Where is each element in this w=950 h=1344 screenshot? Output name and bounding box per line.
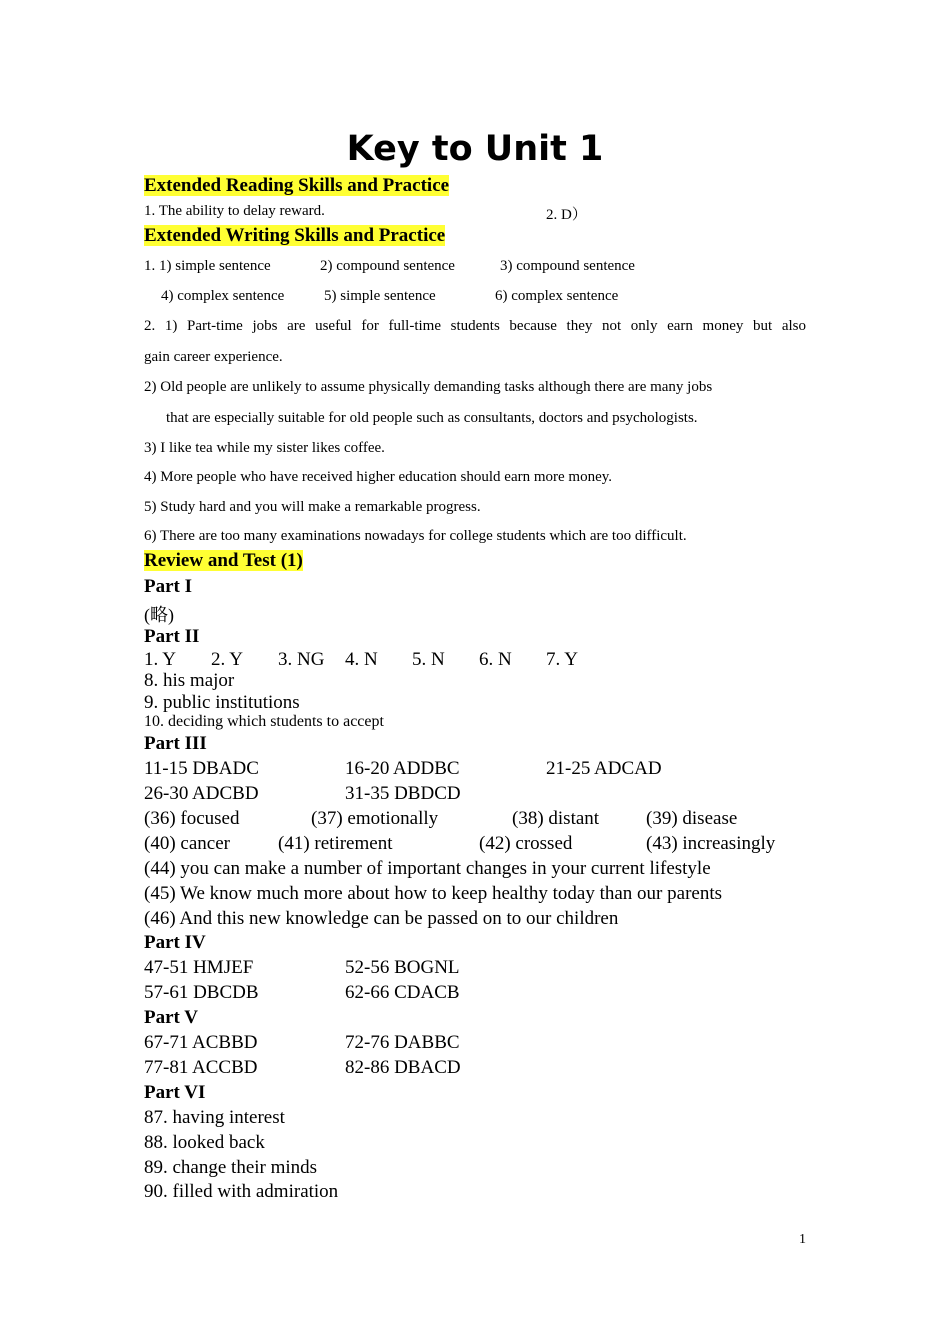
writing-q2-answer-1-line-1: 2. 1) Part-time jobs are useful for full-time students because they not only earn money but also (144, 318, 806, 334)
part-2-label: Part II (144, 626, 200, 647)
part-3-word: (39) disease (646, 808, 738, 829)
part-3-word: (37) emotionally (311, 808, 439, 829)
part-3-word: (41) retirement (278, 833, 393, 854)
reading-answer-1: 1. The ability to delay reward. (144, 203, 325, 219)
part-4-answer-group: 52-56 BOGNL (345, 957, 460, 978)
part-3-answer-46: (46) And this new knowledge can be passed on to our children (144, 908, 619, 929)
part-6-answer-88: 88. looked back (144, 1132, 265, 1153)
part-4-answer-group: 57-61 DBCDB (144, 982, 259, 1003)
part-6-label: Part VI (144, 1082, 206, 1103)
review-heading-text: Review and Test (1) (144, 550, 303, 571)
part-5-answer-group: 67-71 ACBBD (144, 1032, 258, 1053)
part-2-answer: 3. NG (278, 649, 325, 670)
part-3-word: (36) focused (144, 808, 240, 829)
writing-q2-answer-1-line-2: gain career experience. (144, 349, 283, 365)
part-2-answer-8: 8. his major (144, 670, 235, 691)
writing-q2-answer-5: 5) Study hard and you will make a remarkable progress. (144, 499, 481, 515)
writing-q1-item: 1. 1) simple sentence (144, 258, 271, 274)
part-3-answer-group: 16-20 ADDBC (345, 758, 460, 779)
part-5-answer-group: 82-86 DBACD (345, 1057, 461, 1078)
part-1-content: (略) (144, 605, 174, 625)
part-3-word: (40) cancer (144, 833, 230, 854)
writing-q2-answer-4: 4) More people who have received higher education should earn more money. (144, 469, 613, 485)
writing-q1-item: 3) compound sentence (500, 258, 635, 274)
writing-q2-answer-6: 6) There are too many examinations nowadays for college students which are too difficult. (144, 528, 687, 544)
part-5-answer-group: 72-76 DABBC (345, 1032, 460, 1053)
page-number: 1 (799, 1232, 806, 1247)
part-6-answer-90: 90. filled with admiration (144, 1181, 339, 1202)
reading-heading (144, 175, 449, 197)
reading-answer-2: 2. D） (546, 207, 587, 223)
part-3-label: Part III (144, 733, 207, 754)
reading-heading-text: Extended Reading Skills and Practice (144, 175, 450, 196)
part-3-word: (38) distant (512, 808, 600, 829)
part-6-answer-89: 89. change their minds (144, 1157, 318, 1178)
part-4-label: Part IV (144, 932, 206, 953)
part-3-word: (43) increasingly (646, 833, 776, 854)
part-2-answer: 5. N (412, 649, 445, 670)
writing-q1-item: 5) simple sentence (324, 288, 436, 304)
part-2-answer: 6. N (479, 649, 512, 670)
part-3-answer-group: 11-15 DBADC (144, 758, 259, 779)
part-1-label: Part I (144, 576, 193, 597)
part-4-answer-group: 47-51 HMJEF (144, 957, 254, 978)
writing-q1-item: 2) compound sentence (320, 258, 455, 274)
writing-q1-item: 4) complex sentence (161, 288, 285, 304)
part-2-answer-10: 10. deciding which students to accept (144, 713, 384, 730)
part-6-answer-87: 87. having interest (144, 1107, 285, 1128)
part-3-word: (42) crossed (479, 833, 573, 854)
part-4-answer-group: 62-66 CDACB (345, 982, 460, 1003)
writing-q2-answer-2-line-1: 2) Old people are unlikely to assume physically demanding tasks although there are many jobs (144, 379, 713, 395)
writing-q1-item: 6) complex sentence (495, 288, 619, 304)
part-3-answer-group: 31-35 DBDCD (345, 783, 461, 804)
writing-q2-answer-3: 3) I like tea while my sister likes coffee. (144, 440, 385, 456)
part-2-answer: 2. Y (211, 649, 244, 670)
writing-heading-text: Extended Writing Skills and Practice (144, 225, 446, 246)
part-2-answer-9: 9. public institutions (144, 692, 300, 713)
part-5-label: Part V (144, 1007, 198, 1028)
writing-q2-answer-2-line-2: that are especially suitable for old people such as consultants, doctors and psychologists. (166, 410, 698, 426)
part-2-answer: 1. Y (144, 649, 177, 670)
page-title: Key to Unit 1 (346, 129, 604, 169)
part-5-answer-group: 77-81 ACCBD (144, 1057, 258, 1078)
part-2-answer: 4. N (345, 649, 378, 670)
review-heading (144, 550, 303, 572)
writing-heading (144, 225, 445, 247)
part-3-answer-44: (44) you can make a number of important changes in your current lifestyle (144, 858, 711, 879)
part-3-answer-group: 26-30 ADCBD (144, 783, 259, 804)
part-3-answer-group: 21-25 ADCAD (546, 758, 662, 779)
part-3-answer-45: (45) We know much more about how to keep healthy today than our parents (144, 883, 722, 904)
part-2-answer: 7. Y (546, 649, 579, 670)
